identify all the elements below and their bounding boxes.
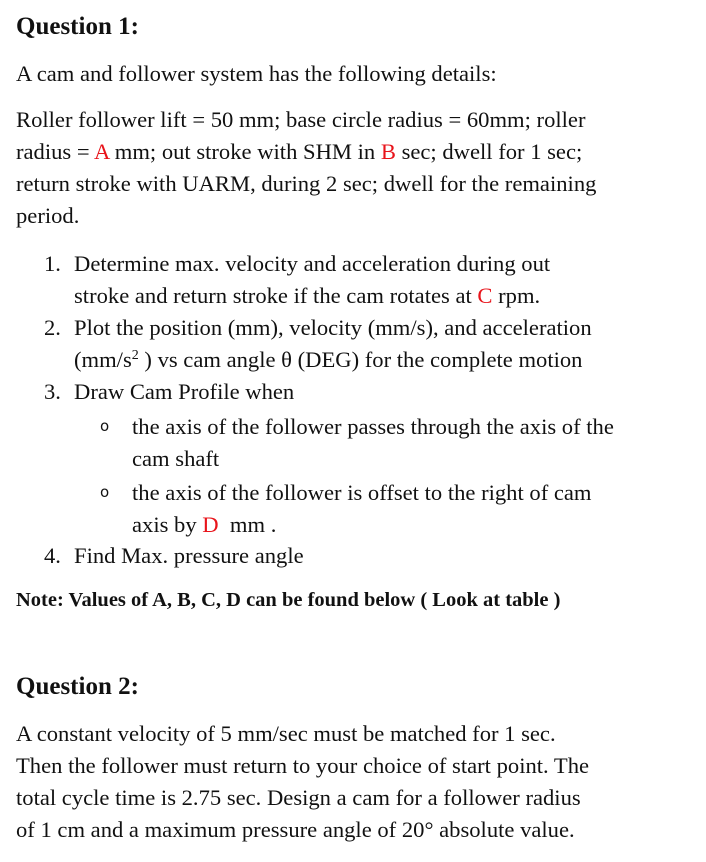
question-1-intro: [16, 58, 696, 90]
task-item-1: [44, 248, 694, 312]
details-text: sec; dwell for 1 sec;: [395, 139, 583, 164]
subitem-text-continued: cam shaft: [132, 446, 220, 471]
variable-d: D: [202, 512, 219, 537]
task-text: Determine max. velocity and acceleration during out: [74, 251, 551, 276]
details-line-2: [16, 136, 696, 168]
question-2-line-2: Then the follower must return to your choice of start point. The: [16, 753, 590, 778]
task-text: Draw Cam Profile when: [74, 379, 295, 404]
task-number: 3.: [44, 379, 61, 404]
question-2-body: [16, 718, 696, 846]
task-text: rpm.: [492, 283, 541, 308]
task-text: ) vs cam angle θ (DEG) for the complete motion: [138, 347, 583, 372]
task-number: 4.: [44, 543, 61, 568]
details-line-1: Roller follower lift = 50 mm; base circle radius = 60mm; roller: [16, 107, 586, 132]
note-text: Note: Values of A, B, C, D can be found below ( Look at table ): [16, 589, 561, 611]
task-number: 1.: [44, 251, 61, 276]
task-text: stroke and return stroke if the cam rotates at: [74, 283, 478, 308]
task-item-3: [44, 376, 694, 408]
subitem-2: [100, 476, 700, 541]
task-text: (mm/s: [74, 347, 132, 372]
details-line-3: return stroke with UARM, during 2 sec; dwell for the remaining: [16, 171, 597, 196]
variable-c: C: [477, 283, 493, 308]
subitem-text: axis by: [132, 512, 203, 537]
variable-b: B: [380, 139, 396, 164]
superscript: 2: [131, 348, 139, 363]
intro-text: A cam and follower system has the following details:: [16, 61, 497, 86]
variable-a: A: [94, 139, 110, 164]
details-line-4: period.: [16, 203, 80, 228]
subitem-text: the axis of the follower passes through the axis of the: [132, 414, 614, 439]
subitem-1: [100, 410, 700, 475]
question-1-details: [16, 104, 696, 232]
subitem-text-continued: [100, 509, 700, 541]
task-text: Find Max. pressure angle: [74, 543, 304, 568]
details-text: mm; out stroke with SHM in: [109, 139, 381, 164]
task-item-2: [44, 312, 694, 376]
details-text: radius =: [16, 139, 95, 164]
task-text-continued: [44, 280, 694, 312]
subitem-text: mm .: [218, 512, 277, 537]
question-2-line-3: total cycle time is 2.75 sec. Design a cam for a follower radius: [16, 785, 581, 810]
subitem-text: the axis of the follower is offset to the right of cam: [132, 480, 592, 505]
task-number: 2.: [44, 315, 61, 340]
bullet-icon: o: [100, 417, 110, 435]
question-2-line-1: A constant velocity of 5 mm/sec must be matched for 1 sec.: [16, 721, 556, 746]
question-2-title: Question 2:: [16, 673, 139, 700]
bullet-icon: o: [100, 483, 110, 501]
question-1-title: Question 1:: [16, 13, 139, 40]
task-text: Plot the position (mm), velocity (mm/s), and acceleration: [74, 315, 592, 340]
task-item-4: [44, 540, 694, 572]
task-text-continued: [44, 344, 694, 376]
question-2-line-4: of 1 cm and a maximum pressure angle of 20° absolute value.: [16, 817, 575, 842]
